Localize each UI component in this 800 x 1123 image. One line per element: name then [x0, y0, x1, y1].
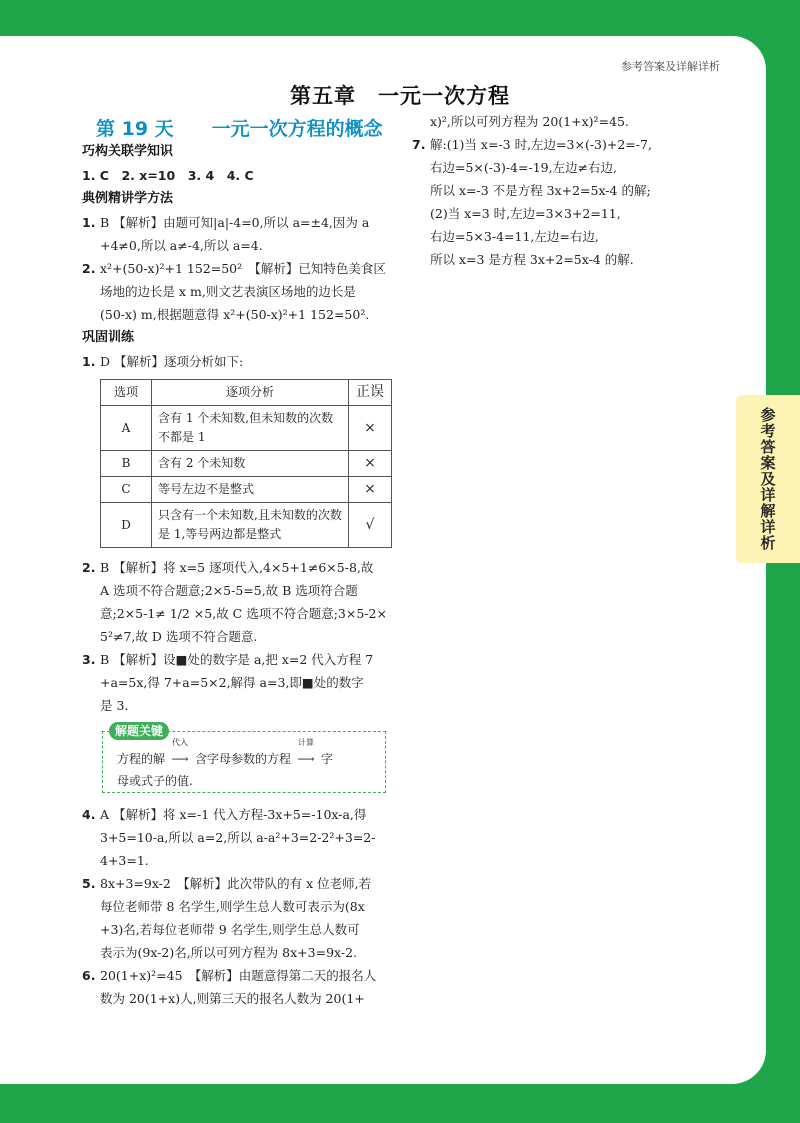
text-line: 5²≠7,故 D 选项不符合题意. [100, 629, 258, 644]
practice-3 [82, 648, 394, 717]
side-tab-label: 参考答案及详解详析 [758, 407, 777, 551]
cell-result: √ [349, 503, 392, 548]
example-2 [82, 257, 394, 326]
section-heading-knowledge: 巧构关联学知识 [82, 144, 174, 159]
text-line: 每位老师带 8 名学生,则学生总人数可表示为(8x [100, 899, 365, 914]
col-header-analysis: 逐项分析 [152, 380, 349, 406]
item-number: 2. [82, 560, 96, 575]
text-line: x)²,所以可列方程为 20(1+x)²=45. [430, 114, 629, 129]
table-row [101, 503, 392, 548]
text-line: +a=5x,得 7+a=5×2,解得 a=3,即■处的数字 [100, 675, 364, 690]
text-line: 解:(1)当 x=-3 时,左边=3×(-3)+2=-7, [430, 137, 652, 152]
cell-analysis: 含有 1 个未知数,但未知数的次数不都是 1 [152, 406, 349, 451]
item-number: 4. [82, 807, 96, 822]
key-step-a: 方程的解 [117, 752, 166, 766]
right-column [412, 110, 702, 271]
practice-1 [82, 350, 394, 373]
cell-analysis: 等号左边不是整式 [152, 477, 349, 503]
cell-result: × [349, 477, 392, 503]
item-number: 7. [412, 137, 426, 152]
text-line: 20(1+x)²=45 【解析】由题意得第二天的报名人 [100, 968, 377, 983]
col-header-option: 选项 [101, 380, 152, 406]
chapter-title: 第五章 一元一次方程 [290, 84, 510, 108]
item-number: 1. [82, 354, 96, 369]
text-line: (2)当 x=3 时,左边=3×3+2=11, [430, 206, 621, 221]
cell-analysis: 含有 2 个未知数 [152, 451, 349, 477]
practice-5 [82, 872, 394, 964]
col-header-result: 正误 [349, 380, 392, 406]
cell-option: A [101, 406, 152, 451]
table-row [101, 477, 392, 503]
text-line: 所以 x=3 是方程 3x+2=5x-4 的解. [430, 252, 634, 267]
key-step-b: 含字母参数的方程 [195, 752, 292, 766]
text-line: 场地的边长是 x m,则文艺表演区场地的边长是 [100, 284, 356, 299]
quick-answers: 1. C 2. x=10 3. 4 4. C [82, 168, 254, 183]
text-line: 数为 20(1+x)人,则第三天的报名人数为 20(1+ [100, 991, 365, 1006]
key-point-text [117, 738, 379, 792]
practice-4 [82, 803, 394, 872]
arrow-label: 计算 [298, 738, 315, 747]
practice-7 [412, 133, 702, 271]
arrow-label: 代入 [172, 738, 189, 747]
table-row [101, 406, 392, 451]
text-line: A 选项不符合题意;2×5-5=5,故 B 选项符合题 [100, 583, 358, 598]
text-line: B 【解析】由题可知|a|-4=0,所以 a=±4,因为 a [100, 215, 370, 230]
cell-analysis: 只含有一个未知数,且未知数的次数是 1,等号两边都是整式 [152, 503, 349, 548]
key-point-box [102, 724, 386, 793]
cell-result: × [349, 406, 392, 451]
cell-result: × [349, 451, 392, 477]
item-number: 2. [82, 261, 96, 276]
text-line: 意;2×5-1≠ 1/2 ×5,故 C 选项不符合题意;3×5-2× [100, 606, 387, 621]
running-head: 参考答案及详解详析 [621, 60, 720, 73]
section-heading-examples: 典例精讲学方法 [82, 191, 174, 206]
arrow-icon: 代入 ⟶ [165, 748, 195, 770]
text-line: 表示为(9x-2)名,所以可列方程为 8x+3=9x-2. [100, 945, 357, 960]
practice-2 [82, 556, 394, 648]
text-line: 右边=5×(-3)-4=-19,左边≠右边, [430, 160, 618, 175]
key-step-c: 字 [321, 752, 334, 766]
text-line: (50-x) m,根据题意得 x²+(50-x)²+1 152=50². [100, 307, 370, 322]
cell-option: B [101, 451, 152, 477]
key-step-d: 母或式子的值. [117, 774, 193, 788]
text-line: 所以 x=-3 不是方程 3x+2=5x-4 的解; [430, 183, 651, 198]
text-line: B 【解析】将 x=5 逐项代入,4×5+1≠6×5-8,故 [100, 560, 374, 575]
side-tab[interactable] [736, 395, 800, 563]
cell-option: C [101, 477, 152, 503]
table-header-row [101, 380, 392, 406]
text-line: 右边=5×3-4=11,左边=右边, [430, 229, 599, 244]
table-row [101, 451, 392, 477]
left-column [82, 140, 394, 1010]
text-line: 3+5=10-a,所以 a=2,所以 a-a²+3=2-2²+3=2- [100, 830, 376, 845]
example-1 [82, 211, 394, 257]
arrow-icon: 计算 ⟶ [291, 748, 321, 770]
item-number: 6. [82, 968, 96, 983]
key-point-label: 解题关键 [109, 722, 169, 740]
cell-option: D [101, 503, 152, 548]
text-line: 是 3. [100, 698, 129, 713]
text-line: A 【解析】将 x=-1 代入方程-3x+5=-10x-a,得 [100, 807, 367, 822]
text-line: D 【解析】逐项分析如下: [100, 354, 244, 369]
item-number: 1. [82, 215, 96, 230]
item-number: 5. [82, 876, 96, 891]
practice-6 [82, 964, 394, 1010]
section-heading-practice: 巩固训练 [82, 330, 135, 345]
text-line: +3)名,若每位老师带 9 名学生,则学生总人数可 [100, 922, 360, 937]
text-line: +4≠0,所以 a≠-4,所以 a=4. [100, 238, 263, 253]
day-title: 第 19 天 一元一次方程的概念 [96, 118, 383, 140]
text-line: B 【解析】设■处的数字是 a,把 x=2 代入方程 7 [100, 652, 374, 667]
item-number: 3. [82, 652, 96, 667]
text-line: 4+3=1. [100, 853, 149, 868]
analysis-table [100, 379, 392, 548]
text-line: 8x+3=9x-2 【解析】此次带队的有 x 位老师,若 [100, 876, 372, 891]
text-line: x²+(50-x)²+1 152=50² 【解析】已知特色美食区 [100, 261, 386, 276]
